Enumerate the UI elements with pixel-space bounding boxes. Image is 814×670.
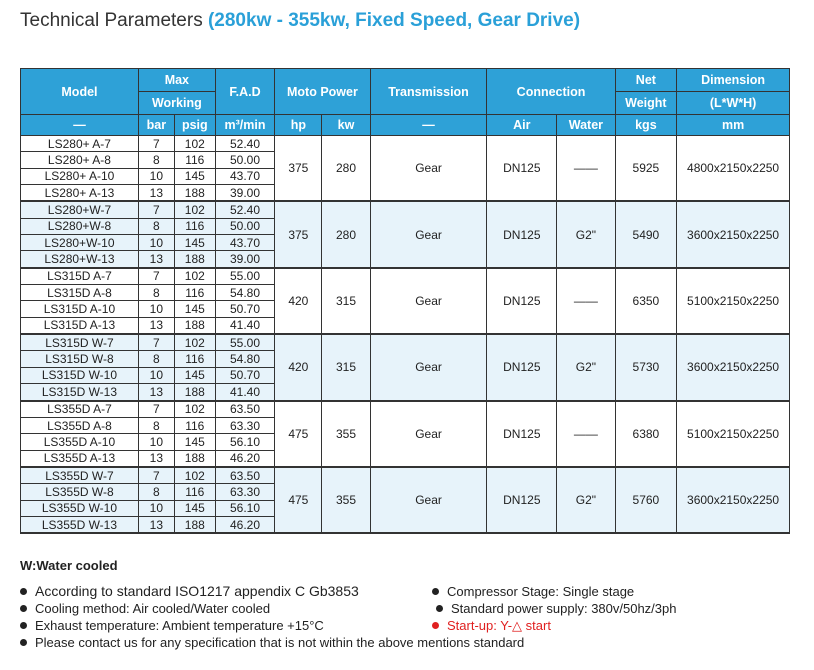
unit-kw: kw (322, 115, 370, 136)
transmission-cell: Gear (370, 401, 487, 467)
bar-cell: 7 (138, 136, 174, 152)
fad-cell: 39.00 (215, 185, 274, 202)
psig-cell: 102 (174, 401, 215, 418)
model-cell: LS280+W-10 (21, 235, 139, 251)
header-fad: F.A.D (215, 69, 274, 115)
psig-cell: 102 (174, 334, 215, 351)
unit-psig: psig (174, 115, 215, 136)
fad-cell: 63.30 (215, 484, 274, 500)
table-row (21, 136, 790, 152)
air-cell: DN125 (487, 334, 557, 400)
air-cell: DN125 (487, 401, 557, 467)
model-cell: LS280+W-7 (21, 201, 139, 218)
bullet-dot (20, 605, 27, 612)
bullet-standard: According to standard ISO1217 appendix C Gb3853 (20, 583, 359, 599)
fad-cell: 63.50 (215, 401, 274, 418)
bullet-start-up: Start-up: Y-△ start (432, 618, 551, 634)
model-cell: LS280+W-13 (21, 251, 139, 268)
bar-cell: 8 (138, 152, 174, 168)
header-moto-power: Moto Power (275, 69, 370, 115)
model-cell: LS355D W-13 (21, 516, 139, 533)
bar-cell: 10 (138, 367, 174, 383)
fad-cell: 55.00 (215, 268, 274, 285)
table-row (21, 401, 790, 418)
model-cell: LS315D W-7 (21, 334, 139, 351)
bullet-dot (20, 622, 27, 629)
fad-cell: 52.40 (215, 136, 274, 152)
hp-cell: 475 (275, 467, 322, 533)
weight-cell: 6350 (615, 268, 677, 334)
transmission-cell: Gear (370, 467, 487, 533)
bullet-exhaust: Exhaust temperature: Ambient temperature +15°C (20, 618, 324, 633)
psig-cell: 188 (174, 185, 215, 202)
psig-cell: 116 (174, 351, 215, 367)
kw-cell: 315 (322, 268, 370, 334)
water-cell: —— (557, 401, 615, 467)
bar-cell: 8 (138, 417, 174, 433)
model-cell: LS355D W-10 (21, 500, 139, 516)
dimension-cell: 5100x2150x2250 (677, 401, 790, 467)
psig-cell: 102 (174, 136, 215, 152)
table-row (21, 201, 790, 218)
psig-cell: 102 (174, 201, 215, 218)
psig-cell: 116 (174, 152, 215, 168)
psig-cell: 116 (174, 285, 215, 301)
bullet-cooling: Cooling method: Air cooled/Water cooled (20, 601, 270, 616)
bar-cell: 7 (138, 334, 174, 351)
water-cell: —— (557, 268, 615, 334)
bullet-dot (432, 588, 439, 595)
header-transmission: Transmission (370, 69, 487, 115)
fad-cell: 50.70 (215, 367, 274, 383)
hp-cell: 420 (275, 268, 322, 334)
model-cell: LS355D W-7 (21, 467, 139, 484)
bullet-dot (436, 605, 443, 612)
kw-cell: 315 (322, 334, 370, 400)
air-cell: DN125 (487, 268, 557, 334)
dimension-cell: 4800x2150x2250 (677, 136, 790, 202)
fad-cell: 55.00 (215, 334, 274, 351)
bar-cell: 10 (138, 235, 174, 251)
bullet-dot (20, 639, 27, 646)
model-cell: LS355D A-7 (21, 401, 139, 418)
bar-cell: 10 (138, 434, 174, 450)
model-cell: LS315D W-10 (21, 367, 139, 383)
model-cell: LS280+ A-13 (21, 185, 139, 202)
weight-cell: 5490 (615, 201, 677, 267)
model-cell: LS315D W-13 (21, 384, 139, 401)
dimension-cell: 5100x2150x2250 (677, 268, 790, 334)
transmission-cell: Gear (370, 334, 487, 400)
unit-dimension: mm (677, 115, 790, 136)
model-cell: LS355D A-13 (21, 450, 139, 467)
fad-cell: 56.10 (215, 500, 274, 516)
air-cell: DN125 (487, 467, 557, 533)
fad-cell: 46.20 (215, 516, 274, 533)
psig-cell: 188 (174, 450, 215, 467)
transmission-cell: Gear (370, 268, 487, 334)
model-cell: LS280+W-8 (21, 218, 139, 234)
weight-cell: 5730 (615, 334, 677, 400)
bar-cell: 7 (138, 201, 174, 218)
water-cooled-note: W:Water cooled (20, 558, 118, 573)
hp-cell: 475 (275, 401, 322, 467)
page-title (20, 10, 580, 32)
bullet-power-supply: Standard power supply: 380v/50hz/3ph (436, 601, 677, 616)
kw-cell: 355 (322, 401, 370, 467)
bar-cell: 7 (138, 467, 174, 484)
bar-cell: 8 (138, 484, 174, 500)
bullet-dot (20, 588, 27, 595)
fad-cell: 41.40 (215, 384, 274, 401)
air-cell: DN125 (487, 201, 557, 267)
header-dimension-1: Dimension (677, 69, 790, 92)
table-row (21, 467, 790, 484)
model-cell: LS315D A-8 (21, 285, 139, 301)
psig-cell: 145 (174, 500, 215, 516)
model-cell: LS355D A-10 (21, 434, 139, 450)
unit-air: Air (487, 115, 557, 136)
fad-cell: 50.00 (215, 218, 274, 234)
psig-cell: 145 (174, 235, 215, 251)
weight-cell: 6380 (615, 401, 677, 467)
psig-cell: 116 (174, 218, 215, 234)
bullet-dot (432, 622, 439, 629)
fad-cell: 41.40 (215, 317, 274, 334)
bar-cell: 7 (138, 401, 174, 418)
water-cell: G2" (557, 334, 615, 400)
transmission-cell: Gear (370, 136, 487, 202)
bar-cell: 10 (138, 301, 174, 317)
model-cell: LS315D A-10 (21, 301, 139, 317)
psig-cell: 188 (174, 251, 215, 268)
bar-cell: 13 (138, 317, 174, 334)
model-cell: LS315D A-7 (21, 268, 139, 285)
hp-cell: 420 (275, 334, 322, 400)
model-cell: LS315D W-8 (21, 351, 139, 367)
psig-cell: 145 (174, 301, 215, 317)
hp-cell: 375 (275, 136, 322, 202)
unit-weight: kgs (615, 115, 677, 136)
weight-cell: 5925 (615, 136, 677, 202)
dimension-cell: 3600x2150x2250 (677, 467, 790, 533)
fad-cell: 43.70 (215, 168, 274, 184)
psig-cell: 116 (174, 417, 215, 433)
psig-cell: 188 (174, 516, 215, 533)
psig-cell: 102 (174, 268, 215, 285)
spec-table (20, 68, 790, 534)
model-cell: LS355D W-8 (21, 484, 139, 500)
fad-cell: 63.50 (215, 467, 274, 484)
kw-cell: 280 (322, 201, 370, 267)
dimension-cell: 3600x2150x2250 (677, 334, 790, 400)
header-net-weight-1: Net (615, 69, 677, 92)
fad-cell: 52.40 (215, 201, 274, 218)
psig-cell: 145 (174, 434, 215, 450)
bullet-compressor-stage: Compressor Stage: Single stage (432, 584, 634, 599)
header-net-weight-2: Weight (615, 92, 677, 115)
kw-cell: 280 (322, 136, 370, 202)
fad-cell: 63.30 (215, 417, 274, 433)
psig-cell: 102 (174, 467, 215, 484)
transmission-cell: Gear (370, 201, 487, 267)
fad-cell: 50.00 (215, 152, 274, 168)
unit-hp: hp (275, 115, 322, 136)
unit-model: — (21, 115, 139, 136)
psig-cell: 188 (174, 317, 215, 334)
model-cell: LS280+ A-10 (21, 168, 139, 184)
model-cell: LS355D A-8 (21, 417, 139, 433)
air-cell: DN125 (487, 136, 557, 202)
bar-cell: 8 (138, 218, 174, 234)
title-main: Technical Parameters (20, 10, 208, 31)
fad-cell: 43.70 (215, 235, 274, 251)
spec-table-body (21, 136, 790, 534)
fad-cell: 39.00 (215, 251, 274, 268)
psig-cell: 188 (174, 384, 215, 401)
unit-fad: m³/min (215, 115, 274, 136)
bar-cell: 8 (138, 351, 174, 367)
model-cell: LS315D A-13 (21, 317, 139, 334)
bullet-contact: Please contact us for any specification that is not within the above mentions standard (20, 635, 524, 650)
fad-cell: 54.80 (215, 285, 274, 301)
model-cell: LS280+ A-7 (21, 136, 139, 152)
kw-cell: 355 (322, 467, 370, 533)
bar-cell: 13 (138, 384, 174, 401)
unit-water: Water (557, 115, 615, 136)
bar-cell: 13 (138, 185, 174, 202)
water-cell: —— (557, 136, 615, 202)
bar-cell: 8 (138, 285, 174, 301)
weight-cell: 5760 (615, 467, 677, 533)
table-row (21, 334, 790, 351)
fad-cell: 54.80 (215, 351, 274, 367)
bar-cell: 13 (138, 450, 174, 467)
bar-cell: 7 (138, 268, 174, 285)
dimension-cell: 3600x2150x2250 (677, 201, 790, 267)
psig-cell: 145 (174, 168, 215, 184)
hp-cell: 375 (275, 201, 322, 267)
fad-cell: 46.20 (215, 450, 274, 467)
model-cell: LS280+ A-8 (21, 152, 139, 168)
bar-cell: 13 (138, 516, 174, 533)
unit-bar: bar (138, 115, 174, 136)
psig-cell: 145 (174, 367, 215, 383)
header-max-working-1: Max (138, 69, 215, 92)
header-max-working-2: Working (138, 92, 215, 115)
bar-cell: 13 (138, 251, 174, 268)
fad-cell: 56.10 (215, 434, 274, 450)
header-model: Model (21, 69, 139, 115)
header-connection: Connection (487, 69, 615, 115)
bar-cell: 10 (138, 168, 174, 184)
bar-cell: 10 (138, 500, 174, 516)
title-subtitle: (280kw - 355kw, Fixed Speed, Gear Drive) (207, 10, 581, 31)
unit-transmission: — (370, 115, 487, 136)
psig-cell: 116 (174, 484, 215, 500)
fad-cell: 50.70 (215, 301, 274, 317)
header-dimension-2: (L*W*H) (677, 92, 790, 115)
table-row (21, 268, 790, 285)
water-cell: G2" (557, 201, 615, 267)
water-cell: G2" (557, 467, 615, 533)
